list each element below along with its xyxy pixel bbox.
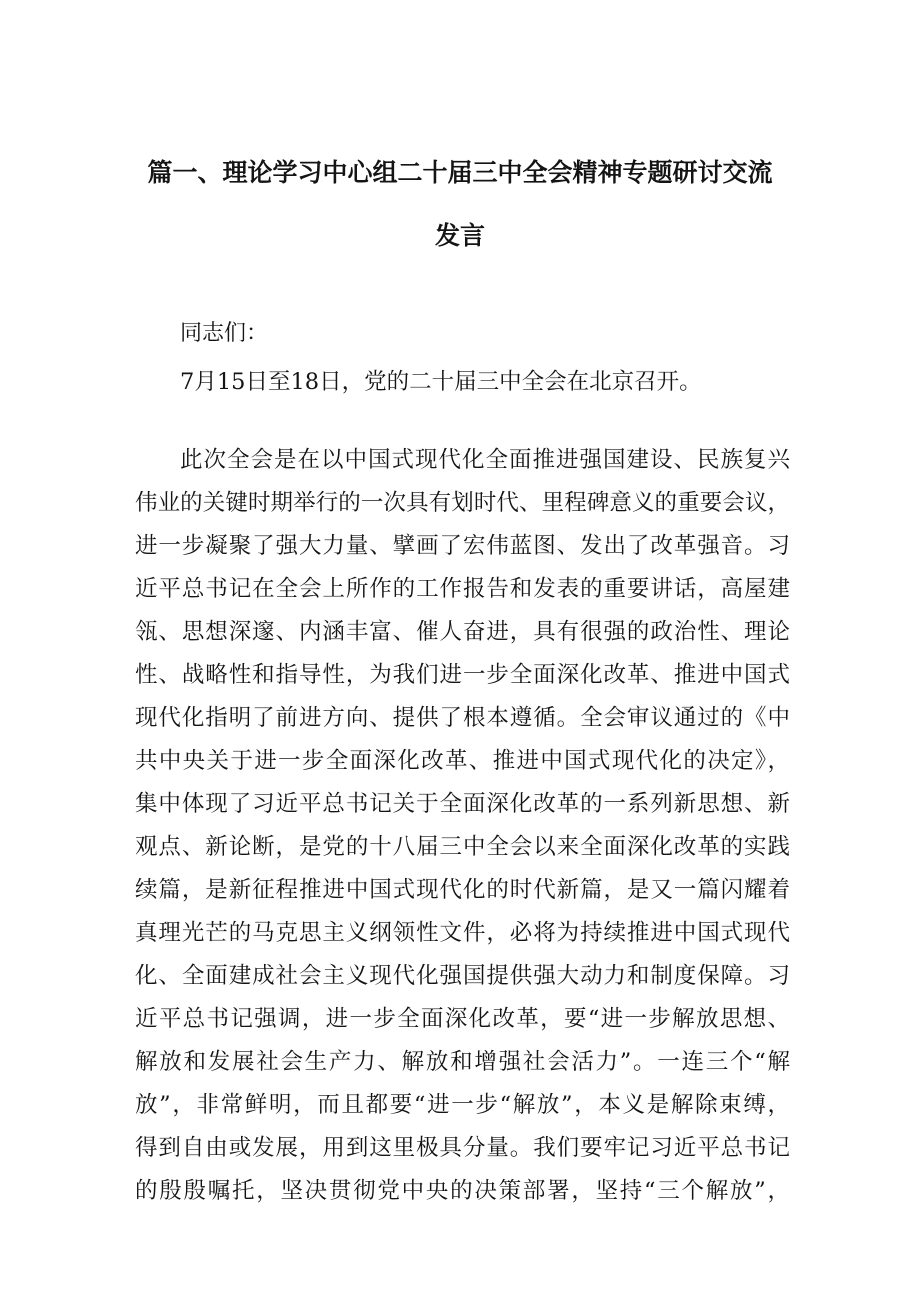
paragraph-line: 共中央关于进一步全面深化改革、推进中国式现代化的决定》， [135, 748, 790, 774]
paragraph-line: 瓴、思想深邃、内涵丰富、催人奋进，具有很强的政治性、理论 [135, 619, 790, 645]
paragraph-line: 化、全面建成社会主义现代化强国提供强大动力和制度保障。习 [135, 963, 790, 989]
paragraph-line: 真理光芒的马克思主义纲领性文件，必将为持续推进中国式现代 [135, 920, 790, 946]
paragraph-line: 近平总书记在全会上所作的工作报告和发表的重要讲话，高屋建 [135, 576, 790, 602]
paragraph-line: 近平总书记强调，进一步全面深化改革，要“进一步解放思想、 [135, 1006, 790, 1032]
paragraph-line: 现代化指明了前进方向、提供了根本遵循。全会审议通过的《中 [135, 705, 790, 731]
document-title-line-1: 篇一、理论学习中心组二十届三中全会精神专题研讨交流 [147, 158, 773, 187]
document-title-line-2: 发言 [434, 221, 485, 250]
paragraph-line: 的殷殷嘱托，坚决贯彻党中央的决策部署，坚持“三个解放”， [135, 1178, 790, 1204]
salutation: 同志们： [180, 321, 269, 346]
paragraph-line: 得到自由或发展，用到这里极具分量。我们要牢记习近平总书记 [135, 1135, 790, 1161]
dateline: 7月15日至18日，党的二十届三中全会在北京召开。 [180, 369, 702, 395]
paragraph-line: 放”，非常鲜明，而且都要“进一步“解放”，本义是解除束缚， [135, 1092, 790, 1118]
paragraph-line: 此次全会是在以中国式现代化全面推进强国建设、民族复兴 [180, 447, 790, 473]
paragraph-line: 解放和发展社会生产力、解放和增强社会活力”。一连三个“解 [135, 1049, 790, 1075]
paragraph-line: 观点、新论断，是党的十八届三中全会以来全面深化改革的实践 [135, 834, 790, 860]
paragraph-line: 续篇，是新征程推进中国式现代化的时代新篇，是又一篇闪耀着 [135, 877, 790, 903]
paragraph-line: 进一步凝聚了强大力量、擘画了宏伟蓝图、发出了改革强音。习 [135, 533, 790, 559]
paragraph-line: 集中体现了习近平总书记关于全面深化改革的一系列新思想、新 [135, 791, 790, 817]
paragraph-line: 伟业的关键时期举行的一次具有划时代、里程碑意义的重要会议， [135, 490, 790, 516]
paragraph-line: 性、战略性和指导性，为我们进一步全面深化改革、推进中国式 [135, 662, 790, 688]
